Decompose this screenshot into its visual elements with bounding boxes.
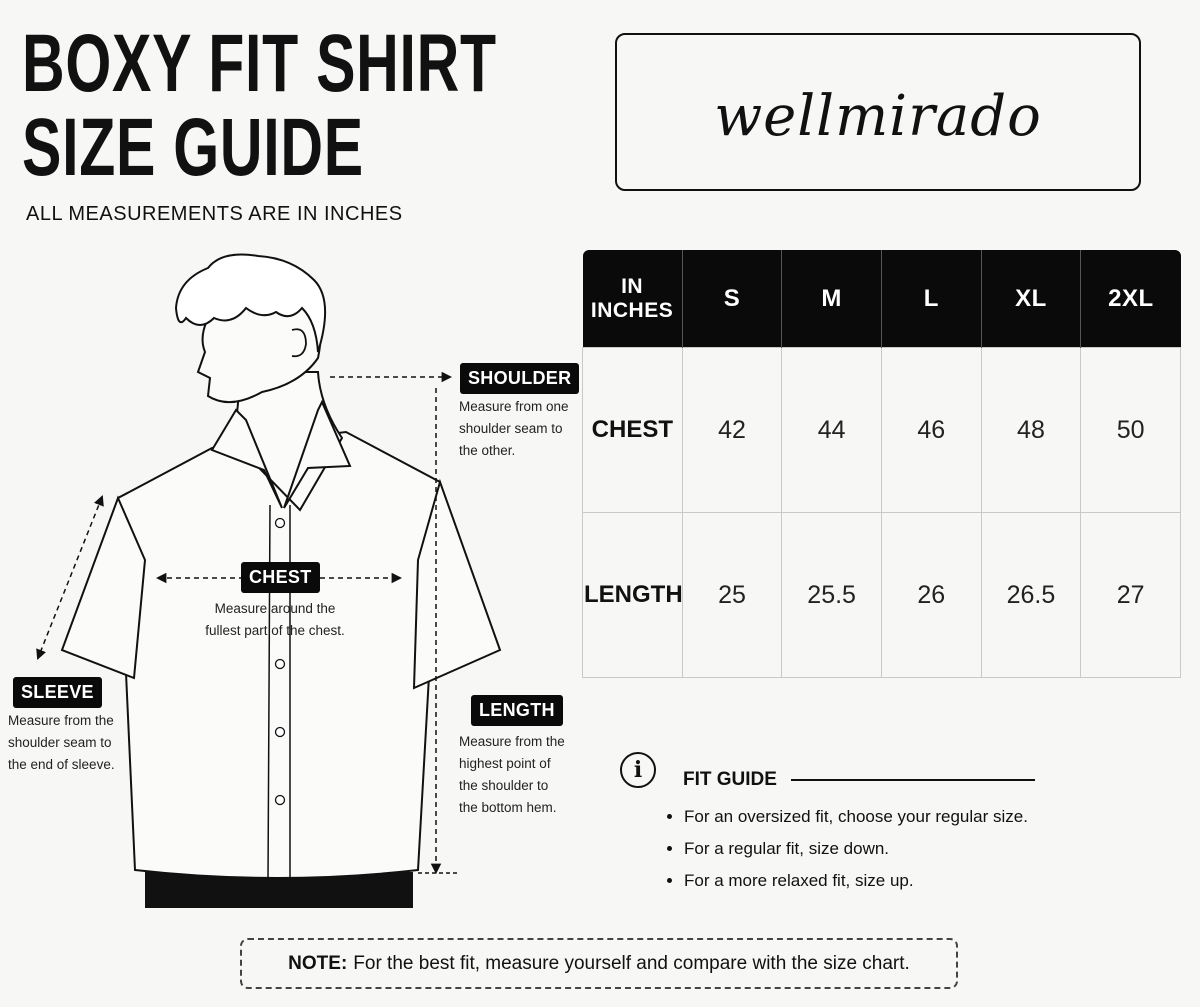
shoulder-description: [459, 396, 569, 462]
table-cell: 25: [682, 513, 782, 678]
table-cell: 46: [881, 348, 981, 513]
sleeve-desc-line: shoulder seam to: [8, 735, 112, 750]
chest-tag: CHEST: [241, 562, 320, 593]
length-desc-line: the bottom hem.: [459, 800, 557, 815]
table-cell: 44: [782, 348, 882, 513]
length-tag: LENGTH: [471, 695, 563, 726]
shirt-button: [276, 660, 285, 669]
shoulder-desc-line: shoulder seam to: [459, 421, 563, 436]
row-label-length: LENGTH: [583, 513, 683, 678]
title-line-2: SIZE GUIDE: [22, 102, 364, 193]
sleeve-desc-line: the end of sleeve.: [8, 757, 115, 772]
size-header-row: [583, 250, 1181, 348]
ear: [292, 329, 306, 356]
fit-guide: [620, 752, 1040, 902]
table-cell: 27: [1081, 513, 1181, 678]
table-cell: 26: [881, 513, 981, 678]
info-icon: i: [620, 752, 656, 788]
shoulder-tag: SHOULDER: [460, 363, 579, 394]
brand-logo: [615, 33, 1141, 191]
list-item: • For a regular fit, size down.: [684, 837, 1028, 869]
title-line-1: BOXY FIT SHIRT: [22, 18, 497, 109]
fit-guide-divider: [791, 779, 1035, 781]
note-text: For the best fit, measure yourself and compare with the size chart.: [353, 952, 910, 974]
fit-guide-list: [660, 805, 1028, 901]
note-box: [240, 938, 958, 989]
corner-label: IN INCHES: [583, 250, 683, 348]
shirt-button: [276, 728, 285, 737]
note-label: NOTE:: [288, 952, 348, 974]
fit-guide-title: FIT GUIDE: [683, 769, 777, 790]
sleeve-description: [8, 710, 115, 776]
row-label-chest: CHEST: [583, 348, 683, 513]
list-item: • For a more relaxed fit, size up.: [684, 869, 1028, 901]
chest-desc-line: fullest part of the chest.: [205, 623, 345, 638]
size-header-m: M: [782, 250, 882, 348]
length-description: [459, 731, 565, 819]
table-cell: 26.5: [981, 513, 1081, 678]
size-header-s: S: [682, 250, 782, 348]
length-desc-line: highest point of: [459, 756, 551, 771]
shoulder-desc-line: the other.: [459, 443, 516, 458]
chest-description: [175, 598, 375, 642]
length-desc-line: the shoulder to: [459, 778, 549, 793]
table-cell: 42: [682, 348, 782, 513]
subtitle: ALL MEASUREMENTS ARE IN INCHES: [26, 203, 403, 225]
page-title: [22, 18, 497, 193]
shirt-button: [276, 519, 285, 528]
chest-desc-line: Measure around the: [214, 601, 336, 616]
sleeve-desc-line: Measure from the: [8, 713, 114, 728]
table-cell: 48: [981, 348, 1081, 513]
table-cell: 50: [1081, 348, 1181, 513]
size-header-l: L: [881, 250, 981, 348]
size-header-2xl: 2XL: [1081, 250, 1181, 348]
size-table: [582, 250, 1181, 678]
size-header-xl: XL: [981, 250, 1081, 348]
shoulder-desc-line: Measure from one: [459, 399, 569, 414]
brand-logo-text: wellmirado: [714, 83, 1042, 149]
table-row-chest: [583, 348, 1181, 513]
shirt-button: [276, 796, 285, 805]
table-cell: 25.5: [782, 513, 882, 678]
sleeve-tag: SLEEVE: [13, 677, 102, 708]
list-item: • For an oversized fit, choose your regular size.: [684, 805, 1028, 837]
length-desc-line: Measure from the: [459, 734, 565, 749]
table-row-length: [583, 513, 1181, 678]
